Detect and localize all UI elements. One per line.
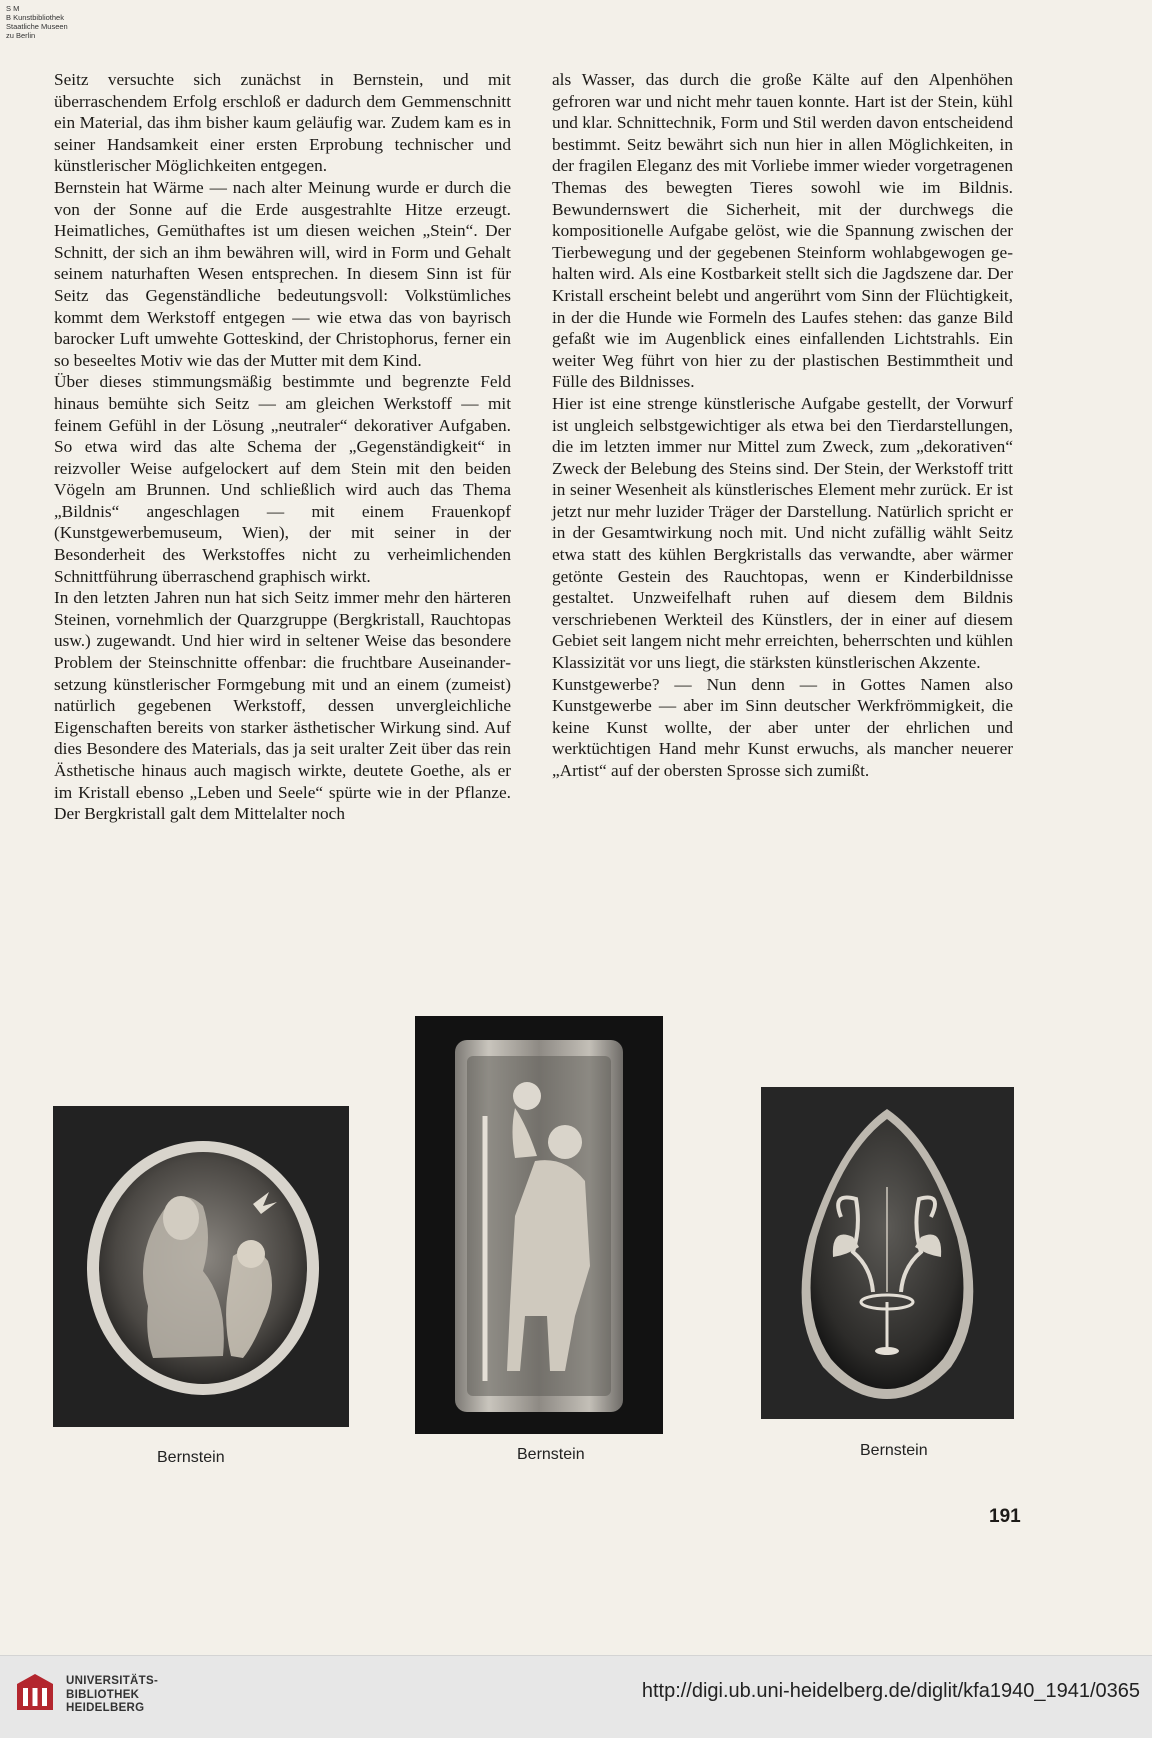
institution-line: UNIVERSITÄTS- — [66, 1675, 159, 1687]
figure-caption: Bernstein — [517, 1446, 585, 1463]
text-column-right — [552, 69, 1013, 782]
paragraph: Kunstgewerbe? — Nun denn — in Gottes Namen also Kunstgewerbe — aber im Sinn deutscher Werkfrömmigkeit, die keine Kunst wollte, der aber unter der ehrlichen und werktüchtigen Hand mehr Kunst erwuchs, als mancher neuerer „Artist“ auf der obersten Sprosse sich zumißt. — [552, 674, 1013, 780]
library-stamp — [6, 4, 68, 40]
paragraph: Bernstein hat Wärme — nach alter Meinung wurde er durch die von der Sonne auf die Erde ausgestrahlte Hitze erzeugt. Heimatliches, Gemüthaftes ist um diesen weichen „Stein“. Der Schnitt, der sich an ihm bewähren will, wird in Form und Gehalt seinem naturhaften Wesen entsprechen. In diesem Sinn ist für Seitz das Gegenständliche bedeutungsvoll: Volkstümliches kommt dem Werkstoff entgegen — wie etwa das von bayrisch barocker Luft umwehte Gotteskind, der Christophorus, ferner ein so beseeltes Motiv wie das der Mutter mit dem Kind. — [54, 177, 511, 370]
page-number: 191 — [989, 1506, 1021, 1527]
text-column-left — [54, 69, 511, 825]
figure-caption: Bernstein — [860, 1442, 928, 1459]
gem-photo-birds — [761, 1087, 1014, 1419]
gem-photo-christophorus — [415, 1016, 663, 1434]
paragraph: als Wasser, das durch die große Kälte auf den Alpenhöhen gefroren war und nicht mehr tauen konnte. Hart ist der Stein, kühl und klar. Schnittechnik, Form und Stil werden davon entscheidend bestimmt. Seitz bewährt sich nun hier in allen Möglichkeiten, in der fragilen Eleganz des mit Vorliebe immer wieder vorgetragenen Themas des bewegten Tieres sowohl wie im Bildnis. Bewundernswert die Sicherheit, mit der durchwegs die kompositionelle Aufgabe gelöst, wie die Spannung zwischen der Tierbewegung und der gegebenen Steinform wohlabgewogen gehalten wird. Als eine Kostbarkeit stellt sich die Jagdszene dar. Der Kristall erscheint belebt und angerührt vom Sinn der Flüchtigkeit, in der die Hunde wie Formeln des Laufes stehen: das ganze Bild gefaßt wie im Augenblick eines einfallenden Lichtstrahls. Ein weiter Weg führt von hier zu der plastischen Bestimmtheit und Fülle des Bildnisses. — [552, 70, 1013, 392]
stamp-line: zu Berlin — [6, 31, 36, 40]
institution-name — [66, 1675, 158, 1716]
paragraph: Seitz versuchte sich zunächst in Bernstein, und mit überraschendem Erfolg erschloß er dadurch dem Gemmenschnitt ein Material, das ihm bisher kaum geläufig war. Zudem kam es in seiner Handsamkeit einer ersten Erprobung technischer und künstlerischer Möglichkeiten entgegen. — [54, 70, 511, 176]
madonna-gem-image — [53, 1106, 349, 1427]
university-library-logo-icon — [12, 1670, 58, 1716]
source-url-link[interactable]: http://digi.ub.uni-heidelberg.de/diglit/kfa1940_1941/0365 — [641, 1680, 1140, 1702]
figure-caption: Bernstein — [157, 1449, 225, 1466]
footer-bar — [0, 1655, 1152, 1738]
stamp-line: B Kunstbibliothek — [6, 13, 64, 22]
gem-photo-madonna — [53, 1106, 349, 1427]
paragraph: Über dieses stimmungsmäßig bestimmte und begrenzte Feld hinaus bemühte sich Seitz — am gleichen Werkstoff — mit feinem Gefühl in der Lösung „neutraler“ dekorativer Aufgaben. So etwa wird das alte Schema der „Gegenständigkeit“ in reizvoller Weise aufgelockert auf dem Stein mit den beiden Vögeln am Brunnen. Und schließlich wird auch das Thema „Bildnis“ angeschlagen — mit einem Frauenkopf (Kunstgewerbemuseum, Wien), der mit seiner in der Besonderheit des Werkstoffes nicht zu verheimlichenden Schnittführung überraschend graphisch wirkt. — [54, 372, 511, 586]
paragraph: Hier ist eine strenge künstlerische Aufgabe gestellt, der Vorwurf ist ungleich selbstgewichtiger als etwa bei den Tierdarstellungen, die im letzten immer nur Mittel zum Zweck, zum „dekorativen“ Zweck der Belebung des Steins sind. Der Stein, der Werkstoff tritt in seiner Wesenheit als künstlerisches Element mehr zurück. Er ist jetzt nur mehr luzider Träger der Darstellung. Natürlich spricht er in der Gesamtwirkung noch mit. Und nicht zufällig wählt Seitz etwa statt des kühlen Bergkristalls das verwandte, aber wärmer getönte Gestein des Rauchtopas, wenn er Kinderbildnisse gestaltet. Unzweifelhaft ruhen auf diesem dem Bildnis verschriebenen Werkteil des Künstlers, der in einer auf diesem Gebiet seit langem nicht mehr erreichten, beherrschten und kühlen Klassizität vor uns liegt, die stärksten künstlerischen Akzente. — [552, 393, 1013, 673]
paragraph: In den letzten Jahren nun hat sich Seitz immer mehr den härteren Steinen, vornehmlich der Quarzgruppe (Bergkristall, Rauchtopas usw.) zugewandt. Und hier wird in seltener Weise das besondere Problem der Steinschnitte offenbar: die fruchtbare Auseinandersetzung künstlerischer Formgebung mit und an einem (zumeist) natürlich gegebenen Werkstoff, dessen unvergleichliche Eigenschaften bereits von starker ästhetischer Wirkung sind. Auf dies Besondere des Materials, das ja seit uralter Zeit über das rein Ästhetische hinaus auch magisch wirkte, deutete Goethe, als er im Kristall ebenso „Leben und Seele“ spürte wie in der Pflanze. Der Bergkristall galt dem Mittelalter noch — [54, 588, 511, 824]
christophorus-gem-image — [415, 1016, 663, 1434]
institution-line: HEIDELBERG — [66, 1702, 145, 1714]
stamp-line: Staatliche Museen — [6, 22, 68, 31]
birds-gem-image — [761, 1087, 1014, 1419]
stamp-line: S M — [6, 4, 20, 13]
institution-line: BIBLIOTHEK — [66, 1688, 140, 1701]
